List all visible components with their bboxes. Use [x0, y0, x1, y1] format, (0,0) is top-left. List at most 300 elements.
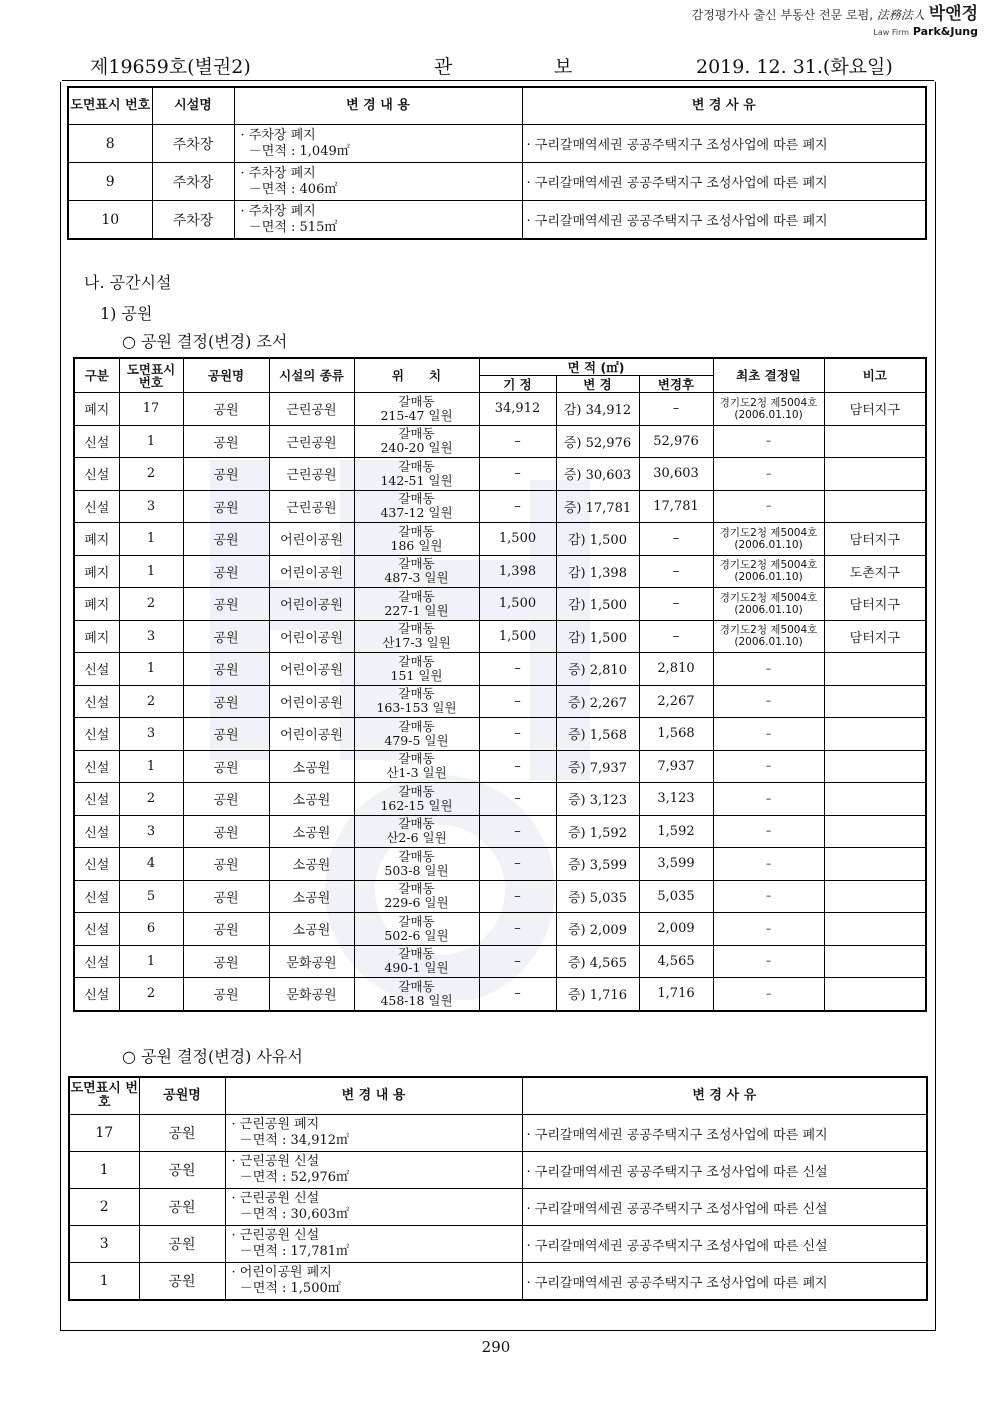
- cell-after: 3,599: [639, 848, 713, 881]
- location-lot: 490-1 일원: [384, 960, 449, 976]
- col-header-note: 비고: [824, 358, 926, 393]
- cell-note: [824, 458, 926, 491]
- cell-park: 공원: [183, 588, 269, 621]
- cell-reason: · 구리갈매역세권 공공주택지구 조성사업에 따른 신설: [522, 1189, 927, 1226]
- cell-kind: 어린이공원: [269, 653, 354, 686]
- table-row: [74, 750, 926, 783]
- cell-park: 공원: [139, 1115, 225, 1152]
- location-dong: 갈매동: [398, 523, 435, 539]
- cell-park: 공원: [183, 490, 269, 523]
- cell-decision: [713, 945, 824, 978]
- decision-ref: –: [765, 792, 772, 805]
- cell-no: 17: [119, 393, 183, 426]
- cell-no: 3: [119, 620, 183, 653]
- cell-kind: 어린이공원: [269, 523, 354, 556]
- cell-no: 10: [68, 201, 152, 240]
- col-header-change: 변 경 내 용: [225, 1077, 522, 1115]
- cell-no: 2: [119, 783, 183, 816]
- cell-decision: [713, 588, 824, 621]
- cell-note: [824, 978, 926, 1011]
- cell-note: [824, 425, 926, 458]
- cell-location: [354, 848, 479, 881]
- location-lot: 163-153 일원: [376, 700, 457, 716]
- cell-change: 감) 1,398: [556, 555, 639, 588]
- change-line-1: · 근린공원 폐지: [231, 1117, 320, 1132]
- col-header-kind: 시설의 종류: [269, 358, 354, 393]
- cell-change: [225, 1226, 522, 1263]
- change-line-1: · 근린공원 신설: [231, 1191, 320, 1206]
- table-row: [74, 653, 926, 686]
- cell-location: [354, 555, 479, 588]
- col-header-reason: 변 경 사 유: [522, 87, 926, 125]
- cell-park: 공원: [183, 425, 269, 458]
- cell-no: 8: [68, 125, 152, 163]
- cell-kind: 소공원: [269, 783, 354, 816]
- cell-decision: [713, 653, 824, 686]
- cell-no: 17: [69, 1115, 139, 1152]
- cell-location: [354, 783, 479, 816]
- cell-kind: 어린이공원: [269, 555, 354, 588]
- cell-change: 증) 4,565: [556, 945, 639, 978]
- cell-type: 신설: [74, 718, 119, 751]
- cell-change: 증) 1,592: [556, 815, 639, 848]
- cell-type: 신설: [74, 458, 119, 491]
- firm-brand: 박앤정: [928, 4, 978, 24]
- location-dong: 갈매동: [398, 426, 435, 442]
- cell-change: 증) 5,035: [556, 880, 639, 913]
- location-dong: 갈매동: [398, 588, 435, 604]
- cell-note: [824, 750, 926, 783]
- cell-after: –: [639, 393, 713, 426]
- table-row: [69, 1189, 927, 1226]
- decision-date: (2006.01.10): [734, 571, 803, 584]
- cell-change: [225, 1152, 522, 1189]
- location-lot: 502-6 일원: [384, 927, 449, 943]
- cell-kind: 소공원: [269, 750, 354, 783]
- cell-type: 폐지: [74, 523, 119, 556]
- change-line-1: · 주차장 폐지: [240, 203, 316, 219]
- cell-change: 증) 17,781: [556, 490, 639, 523]
- cell-decision: [713, 425, 824, 458]
- cell-existing: 34,912: [479, 393, 556, 426]
- cell-existing: 1,500: [479, 588, 556, 621]
- reason-rows: [69, 1115, 927, 1301]
- cell-type: 신설: [74, 880, 119, 913]
- location-dong: 갈매동: [398, 621, 435, 637]
- cell-park: 공원: [183, 913, 269, 946]
- location-dong: 갈매동: [398, 881, 435, 897]
- table-header-row: [69, 1077, 927, 1115]
- location-lot: 142-51 일원: [380, 472, 453, 488]
- cell-change: [225, 1115, 522, 1152]
- location-dong: 갈매동: [398, 491, 435, 507]
- location-dong: 갈매동: [398, 751, 435, 767]
- table-row: [74, 945, 926, 978]
- cell-existing: –: [479, 718, 556, 751]
- col-header-location: 위 치: [354, 358, 479, 393]
- change-line-2: －면적 : 1,500㎡: [239, 1281, 341, 1296]
- cell-note: [824, 848, 926, 881]
- cell-reason: · 구리갈매역세권 공공주택지구 조성사업에 따른 신설: [522, 1226, 927, 1263]
- cell-change: 증) 7,937: [556, 750, 639, 783]
- cell-note: [824, 945, 926, 978]
- cell-reason: · 구리갈매역세권 공공주택지구 조성사업에 따른 폐지: [522, 125, 926, 163]
- cell-change: 감) 1,500: [556, 620, 639, 653]
- cell-change: 증) 1,716: [556, 978, 639, 1011]
- cell-location: [354, 458, 479, 491]
- cell-existing: –: [479, 653, 556, 686]
- page-number: 290: [481, 1338, 511, 1356]
- cell-location: [354, 393, 479, 426]
- gazette-title-2: 보: [554, 56, 573, 78]
- cell-after: 2,810: [639, 653, 713, 686]
- cell-no: 2: [119, 685, 183, 718]
- cell-reason: · 구리갈매역세권 공공주택지구 조성사업에 따른 폐지: [522, 1115, 927, 1152]
- cell-change: 증) 2,810: [556, 653, 639, 686]
- decision-ref: –: [765, 467, 772, 480]
- cell-change: 감) 1,500: [556, 523, 639, 556]
- change-line-1: · 주차장 폐지: [240, 127, 316, 143]
- park-determination-table: [73, 357, 927, 1012]
- cell-kind: 어린이공원: [269, 620, 354, 653]
- table-row: [69, 1226, 927, 1263]
- table-row: [74, 620, 926, 653]
- location-lot: 산17-3 일원: [382, 635, 451, 651]
- cell-type: 폐지: [74, 555, 119, 588]
- cell-kind: 소공원: [269, 815, 354, 848]
- cell-no: 1: [119, 425, 183, 458]
- location-lot: 151 일원: [390, 667, 443, 683]
- cell-decision: [713, 555, 824, 588]
- cell-no: 2: [119, 588, 183, 621]
- cell-location: [354, 913, 479, 946]
- cell-decision: [713, 880, 824, 913]
- cell-change: 증) 3,123: [556, 783, 639, 816]
- cell-after: 2,267: [639, 685, 713, 718]
- col-header-no: 도면표시 번호: [68, 87, 152, 125]
- firm-header: [692, 6, 978, 41]
- table-row: [74, 588, 926, 621]
- cell-decision: [713, 393, 824, 426]
- col-header-type: 구분: [74, 358, 119, 393]
- decision-ref: –: [765, 825, 772, 838]
- decision-date: (2006.01.10): [734, 538, 803, 551]
- cell-reason: · 구리갈매역세권 공공주택지구 조성사업에 따른 폐지: [522, 163, 926, 201]
- location-dong: 갈매동: [398, 556, 435, 572]
- cell-location: [354, 750, 479, 783]
- cell-no: 3: [119, 718, 183, 751]
- cell-change: [234, 163, 522, 201]
- cell-decision: [713, 718, 824, 751]
- cell-no: 3: [69, 1226, 139, 1263]
- cell-no: 2: [69, 1189, 139, 1226]
- table-row: [69, 1152, 927, 1189]
- decision-ref: –: [765, 857, 772, 870]
- cell-reason: · 구리갈매역세권 공공주택지구 조성사업에 따른 폐지: [522, 201, 926, 240]
- cell-decision: [713, 815, 824, 848]
- cell-kind: 소공원: [269, 913, 354, 946]
- table-header-row: [74, 358, 926, 376]
- parking-change-table: [67, 86, 927, 240]
- cell-location: [354, 620, 479, 653]
- cell-note: [824, 913, 926, 946]
- cell-note: [824, 685, 926, 718]
- cell-kind: 문화공원: [269, 945, 354, 978]
- table-row: [74, 490, 926, 523]
- section-heading-park-table: ○ 공원 결정(변경) 조서: [122, 332, 288, 351]
- col-header-area: 면 적 (㎡): [479, 358, 713, 376]
- table-row: [68, 163, 926, 201]
- decision-ref: 경기도2청 제5004호: [719, 591, 818, 604]
- cell-location: [354, 490, 479, 523]
- cell-park: 공원: [139, 1189, 225, 1226]
- decision-ref: –: [765, 727, 772, 740]
- cell-note: [824, 880, 926, 913]
- issue-number: 제19659호(별권2): [90, 56, 251, 78]
- cell-kind: 근린공원: [269, 458, 354, 491]
- cell-kind: 소공원: [269, 848, 354, 881]
- decision-ref: –: [765, 662, 772, 675]
- cell-note: 담터지구: [824, 620, 926, 653]
- decision-ref: –: [765, 435, 772, 448]
- location-lot: 산2-6 일원: [386, 830, 447, 846]
- cell-after: 7,937: [639, 750, 713, 783]
- cell-existing: –: [479, 945, 556, 978]
- cell-change: [225, 1189, 522, 1226]
- change-line-2: －면적 : 515㎡: [248, 219, 338, 235]
- location-dong: 갈매동: [398, 913, 435, 929]
- location-dong: 갈매동: [398, 393, 435, 409]
- cell-no: 1: [119, 750, 183, 783]
- cell-no: 4: [119, 848, 183, 881]
- cell-facility: 주차장: [152, 125, 234, 163]
- cell-location: [354, 653, 479, 686]
- col-header-no: 도면표시 번호: [119, 358, 183, 393]
- cell-no: 1: [119, 945, 183, 978]
- location-dong: 갈매동: [398, 783, 435, 799]
- cell-no: 5: [119, 880, 183, 913]
- table-row: [74, 718, 926, 751]
- cell-type: 신설: [74, 425, 119, 458]
- decision-ref: –: [765, 760, 772, 773]
- cell-type: 신설: [74, 685, 119, 718]
- cell-park: 공원: [183, 718, 269, 751]
- cell-existing: –: [479, 490, 556, 523]
- table-row: [74, 783, 926, 816]
- decision-ref: 경기도2청 제5004호: [719, 526, 818, 539]
- cell-park: 공원: [139, 1152, 225, 1189]
- cell-park: 공원: [183, 848, 269, 881]
- table-row: [74, 848, 926, 881]
- firm-name-hanja: 法務法人: [876, 8, 925, 22]
- cell-park: 공원: [183, 750, 269, 783]
- decision-ref: –: [765, 955, 772, 968]
- table-header-row: [68, 87, 926, 125]
- cell-decision: [713, 978, 824, 1011]
- cell-change: 증) 3,599: [556, 848, 639, 881]
- table-row: [74, 458, 926, 491]
- cell-kind: 문화공원: [269, 978, 354, 1011]
- change-line-2: －면적 : 52,976㎡: [239, 1170, 350, 1185]
- location-lot: 503-8 일원: [384, 862, 449, 878]
- decision-ref: –: [765, 500, 772, 513]
- cell-no: 6: [119, 913, 183, 946]
- cell-kind: 소공원: [269, 880, 354, 913]
- cell-decision: [713, 523, 824, 556]
- cell-note: [824, 718, 926, 751]
- cell-park: 공원: [183, 393, 269, 426]
- cell-no: 1: [119, 523, 183, 556]
- location-dong: 갈매동: [398, 978, 435, 994]
- cell-decision: [713, 685, 824, 718]
- cell-location: [354, 815, 479, 848]
- cell-change: 증) 2,267: [556, 685, 639, 718]
- cell-kind: 근린공원: [269, 490, 354, 523]
- cell-existing: 1,500: [479, 620, 556, 653]
- cell-change: 증) 52,976: [556, 425, 639, 458]
- cell-location: [354, 718, 479, 751]
- issue-date: 2019. 12. 31.(화요일): [696, 56, 893, 78]
- cell-location: [354, 523, 479, 556]
- cell-after: 2,009: [639, 913, 713, 946]
- cell-kind: 어린이공원: [269, 685, 354, 718]
- location-lot: 240-20 일원: [380, 440, 453, 456]
- change-line-1: · 근린공원 신설: [231, 1154, 320, 1169]
- cell-after: 1,592: [639, 815, 713, 848]
- cell-after: 4,565: [639, 945, 713, 978]
- col-header-park: 공원명: [183, 358, 269, 393]
- page-header: [62, 52, 934, 80]
- location-dong: 갈매동: [398, 816, 435, 832]
- cell-location: [354, 978, 479, 1011]
- cell-note: 도촌지구: [824, 555, 926, 588]
- cell-type: 신설: [74, 653, 119, 686]
- location-lot: 487-3 일원: [384, 570, 449, 586]
- cell-after: 52,976: [639, 425, 713, 458]
- table-row: [74, 978, 926, 1011]
- cell-existing: –: [479, 913, 556, 946]
- cell-decision: [713, 490, 824, 523]
- cell-no: 1: [119, 653, 183, 686]
- cell-existing: 1,398: [479, 555, 556, 588]
- cell-park: 공원: [139, 1263, 225, 1301]
- location-lot: 186 일원: [390, 537, 443, 553]
- cell-existing: –: [479, 815, 556, 848]
- cell-note: [824, 653, 926, 686]
- cell-change: [225, 1263, 522, 1301]
- cell-after: 1,568: [639, 718, 713, 751]
- cell-no: 1: [119, 555, 183, 588]
- location-lot: 437-12 일원: [380, 505, 453, 521]
- cell-note: [824, 783, 926, 816]
- cell-after: 30,603: [639, 458, 713, 491]
- location-lot: 229-6 일원: [384, 895, 449, 911]
- location-dong: 갈매동: [398, 946, 435, 962]
- cell-note: 담터지구: [824, 588, 926, 621]
- cell-type: 신설: [74, 750, 119, 783]
- location-dong: 갈매동: [398, 653, 435, 669]
- cell-kind: 근린공원: [269, 393, 354, 426]
- cell-note: 담터지구: [824, 523, 926, 556]
- cell-location: [354, 685, 479, 718]
- firm-en-name: Park&Jung: [912, 25, 978, 38]
- location-lot: 산1-3 일원: [386, 765, 447, 781]
- table-row: [74, 555, 926, 588]
- header-rule: [62, 80, 934, 81]
- location-lot: 215-47 일원: [380, 407, 453, 423]
- change-line-1: · 어린이공원 폐지: [231, 1265, 332, 1280]
- cell-after: –: [639, 555, 713, 588]
- cell-existing: –: [479, 685, 556, 718]
- cell-park: 공원: [183, 555, 269, 588]
- cell-reason: · 구리갈매역세권 공공주택지구 조성사업에 따른 신설: [522, 1152, 927, 1189]
- change-line-1: · 주차장 폐지: [240, 165, 316, 181]
- cell-after: 17,781: [639, 490, 713, 523]
- cell-type: 폐지: [74, 588, 119, 621]
- table-row: [74, 815, 926, 848]
- cell-existing: –: [479, 978, 556, 1011]
- table-row: [68, 125, 926, 163]
- cell-facility: 주차장: [152, 201, 234, 240]
- cell-note: 담터지구: [824, 393, 926, 426]
- cell-no: 9: [68, 163, 152, 201]
- cell-after: 5,035: [639, 880, 713, 913]
- table-row: [74, 393, 926, 426]
- cell-type: 폐지: [74, 620, 119, 653]
- table-row: [74, 523, 926, 556]
- col-header-reason: 변 경 사 유: [522, 1077, 927, 1115]
- cell-type: 신설: [74, 848, 119, 881]
- cell-decision: [713, 458, 824, 491]
- cell-existing: 1,500: [479, 523, 556, 556]
- section-heading-space-facilities: 나. 공간시설: [84, 273, 172, 292]
- cell-park: 공원: [183, 685, 269, 718]
- cell-change: [234, 201, 522, 240]
- cell-existing: –: [479, 848, 556, 881]
- change-line-2: －면적 : 406㎡: [248, 181, 338, 197]
- location-dong: 갈매동: [398, 718, 435, 734]
- park-rows: [74, 393, 926, 1011]
- cell-type: 폐지: [74, 393, 119, 426]
- cell-no: 3: [119, 490, 183, 523]
- cell-decision: [713, 783, 824, 816]
- table-row: [74, 425, 926, 458]
- cell-after: 3,123: [639, 783, 713, 816]
- cell-change: [234, 125, 522, 163]
- cell-facility: 주차장: [152, 163, 234, 201]
- cell-park: 공원: [183, 783, 269, 816]
- cell-park: 공원: [183, 815, 269, 848]
- table-row: [69, 1263, 927, 1301]
- cell-after: –: [639, 588, 713, 621]
- cell-no: 2: [119, 978, 183, 1011]
- location-dong: 갈매동: [398, 686, 435, 702]
- table-row: [74, 685, 926, 718]
- section-heading-park-reason: ○ 공원 결정(변경) 사유서: [122, 1047, 303, 1066]
- decision-date: (2006.01.10): [734, 636, 803, 649]
- change-line-2: －면적 : 17,781㎡: [239, 1244, 350, 1259]
- cell-location: [354, 425, 479, 458]
- cell-change: 감) 34,912: [556, 393, 639, 426]
- cell-no: 2: [119, 458, 183, 491]
- decision-ref: –: [765, 922, 772, 935]
- cell-existing: –: [479, 750, 556, 783]
- col-header-existing: 기 정: [479, 376, 556, 393]
- table-row: [74, 880, 926, 913]
- col-header-facility: 시설명: [152, 87, 234, 125]
- cell-change: 증) 1,568: [556, 718, 639, 751]
- col-header-no: 도면표시 번호: [69, 1077, 139, 1115]
